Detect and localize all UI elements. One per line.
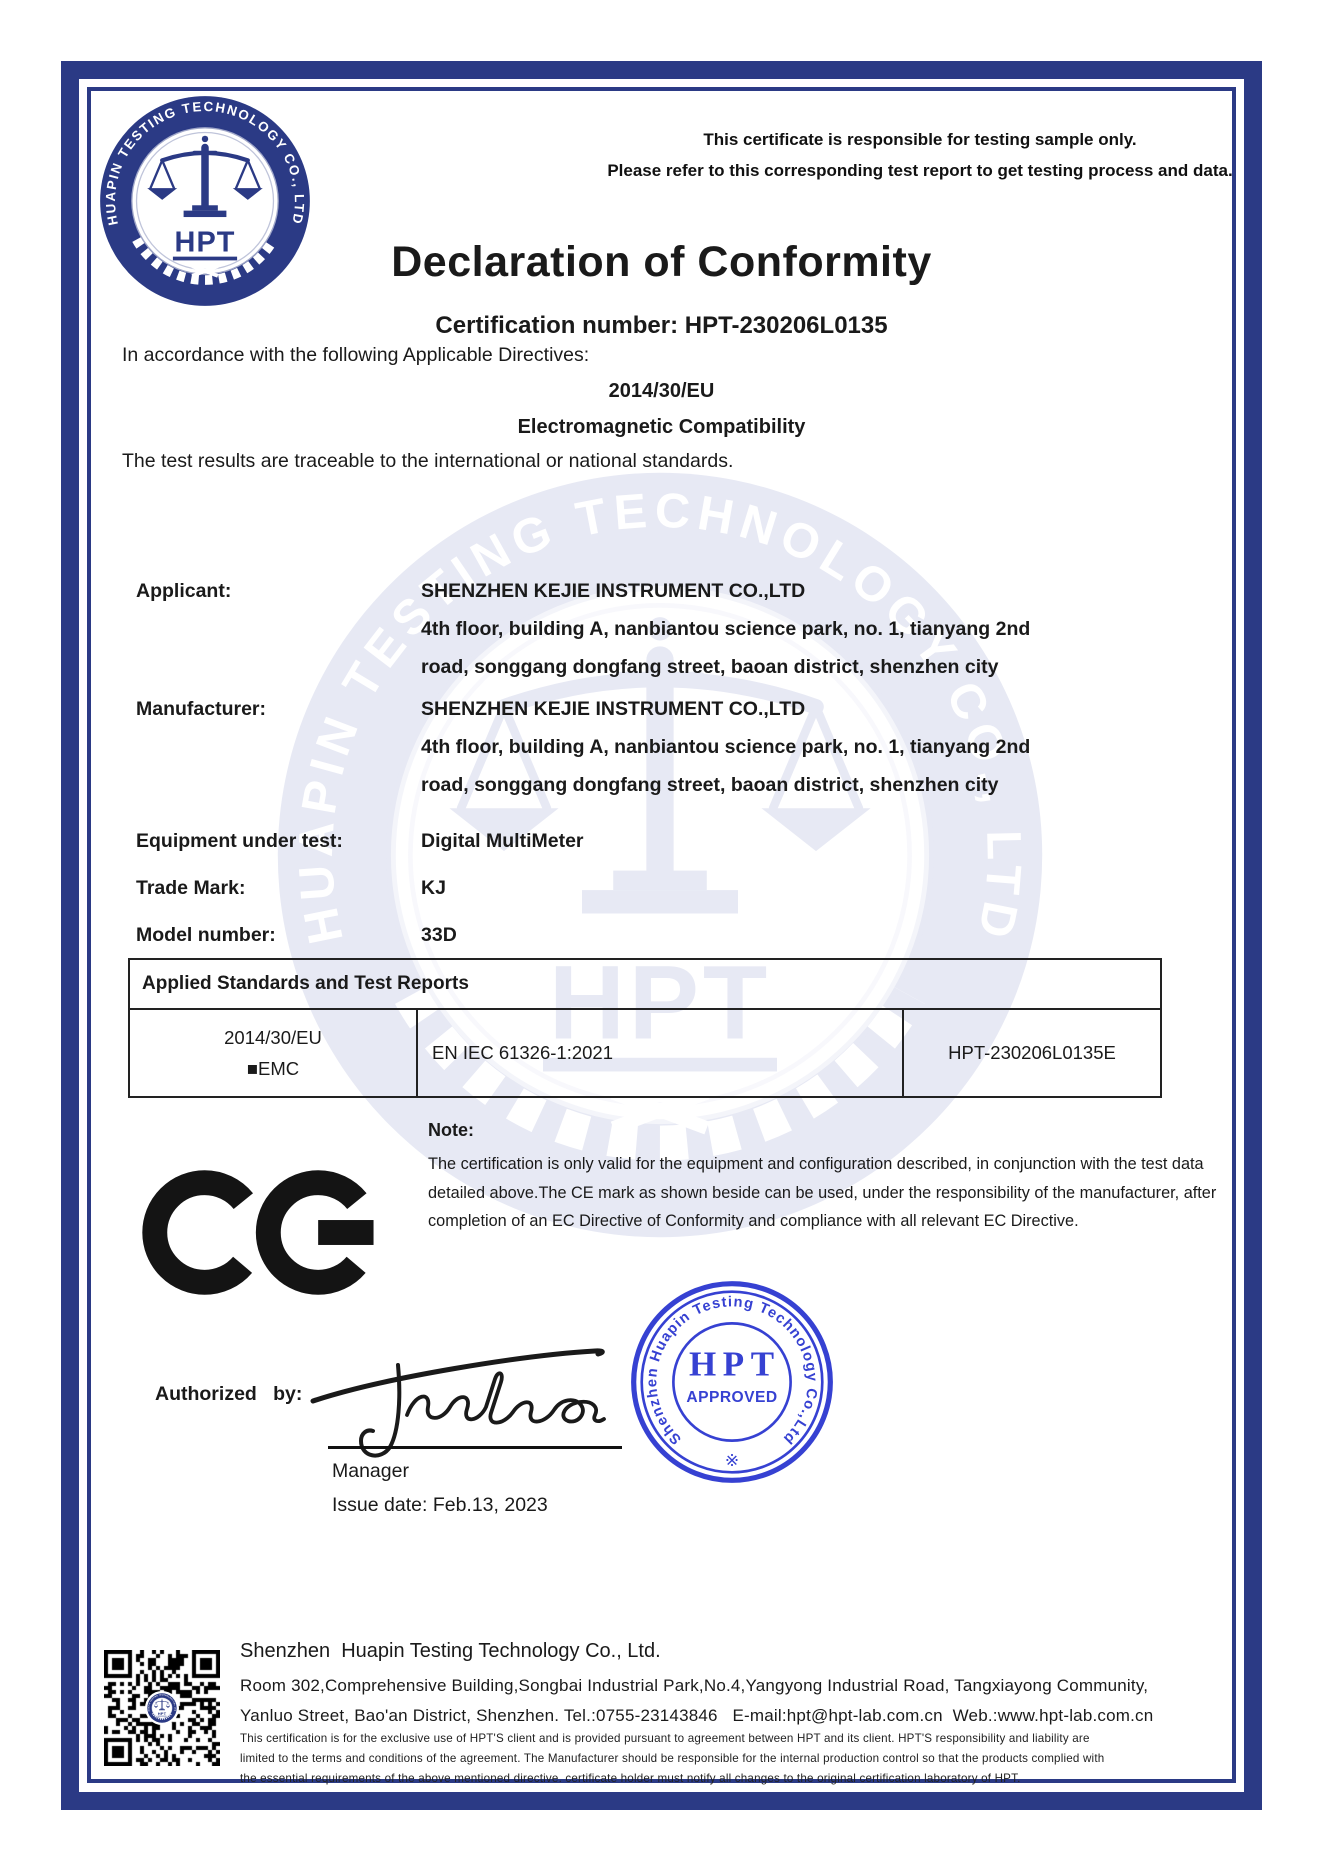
field-label-equipment: Equipment under test:	[136, 830, 343, 852]
issue-date: Issue date: Feb.13, 2023	[332, 1494, 548, 1516]
stamp-ring-text: Shenzhen Huapin Testing Technology Co.,Ltd	[644, 1294, 820, 1448]
field-value: SHENZHEN KEJIE INSTRUMENT CO.,LTD	[421, 580, 806, 602]
cell-directive-line1: 2014/30/EU	[224, 1026, 322, 1048]
signer-role: Manager	[332, 1460, 409, 1482]
cell-directive	[130, 1010, 418, 1096]
field-value: road, songgang dongfang street, baoan district, shenzhen city	[421, 656, 999, 678]
field-label-model: Model number:	[136, 924, 276, 946]
qr-center-logo	[145, 1691, 179, 1725]
stamp-reference-mark: ※	[724, 1451, 740, 1471]
page-title: Declaration of Conformity	[391, 238, 932, 286]
footer-address-line1: Room 302,Comprehensive Building,Songbai Industrial Park,No.4,Yangyong Industrial Road, Tangxiayong Community,	[240, 1676, 1149, 1695]
cell-directive-line2: ■EMC	[246, 1057, 300, 1079]
footer-disclaimer-line3: the essential requirements of the above mentioned directive. certificate holder must notify all changes to the original certification laboratory of HPT.	[240, 1772, 1021, 1785]
field-value: SHENZHEN KEJIE INSTRUMENT CO.,LTD	[421, 698, 806, 720]
header-notice	[600, 124, 1240, 186]
header-notice-line2: Please refer to this corresponding test report to get testing process and data.	[607, 161, 1233, 180]
footer-disclaimer-line2: limited to the terms and conditions of the agreement. The Manufacturer should be responsible for the internal production control so that the products complied with	[240, 1752, 1105, 1765]
cell-report-number: HPT-230206L0135E	[948, 1042, 1116, 1063]
authorized-by-label: Authorized by:	[155, 1383, 303, 1405]
directive-line: 2014/30/EU	[608, 380, 715, 402]
standards-table-header: Applied Standards and Test Reports	[130, 960, 1160, 1010]
field-value: road, songgang dongfang street, baoan district, shenzhen city	[421, 774, 999, 796]
field-value: KJ	[421, 877, 446, 899]
accordance-line: In accordance with the following Applicable Directives:	[122, 344, 590, 366]
footer-address-line2: Yanluo Street, Bao'an District, Shenzhen. Tel.:0755-23143846 E-mail:hpt@hpt-lab.com.cn Web.:www.hpt-lab.com.cn	[240, 1706, 1154, 1725]
signature-line	[328, 1446, 622, 1449]
approval-stamp	[628, 1278, 836, 1486]
field-value: 33D	[421, 924, 457, 946]
certification-number: Certification number: HPT-230206L0135	[435, 312, 888, 339]
note-body: The certification is only valid for the equipment and configuration described, in conjunction with the test data detailed above.The CE mark as shown beside can be used, under the responsibility of the manufacturer, after completion of an EC Directive of Conformity and compliance with all relevant EC Directive.	[428, 1155, 1217, 1231]
field-value: 4th floor, building A, nanbiantou science park, no. 1, tianyang 2nd	[421, 736, 1031, 758]
table-row	[130, 1010, 1160, 1096]
footer-disclaimer-line1: This certification is for the exclusive use of HPT'S client and is provided pursuant to agreement between HPT and its client. HPT'S responsibility and liability are	[240, 1732, 1090, 1745]
note-heading: Note:	[428, 1120, 474, 1140]
ce-mark-icon	[140, 1163, 380, 1302]
field-label-manufacturer: Manufacturer:	[136, 698, 267, 720]
standards-table	[128, 958, 1162, 1098]
directive-name: Electromagnetic Compatibility	[517, 416, 806, 438]
traceable-line: The test results are traceable to the international or national standards.	[122, 450, 734, 472]
stamp-approved-text: APPROVED	[686, 1388, 778, 1406]
field-value: Digital MultiMeter	[421, 830, 584, 852]
qr-code	[104, 1650, 220, 1766]
signature-jackson	[295, 1335, 645, 1460]
field-value: 4th floor, building A, nanbiantou science park, no. 1, tianyang 2nd	[421, 618, 1031, 640]
field-label-applicant: Applicant:	[136, 580, 232, 602]
footer-company-name: Shenzhen Huapin Testing Technology Co., Ltd.	[240, 1640, 661, 1662]
header-notice-line1: This certificate is responsible for testing sample only.	[703, 130, 1137, 149]
stamp-hpt-text: HPT	[688, 1344, 781, 1384]
cell-standard: EN IEC 61326-1:2021	[418, 1010, 904, 1096]
hpt-mini-logo	[147, 1693, 177, 1723]
field-label-trademark: Trade Mark:	[136, 877, 246, 899]
